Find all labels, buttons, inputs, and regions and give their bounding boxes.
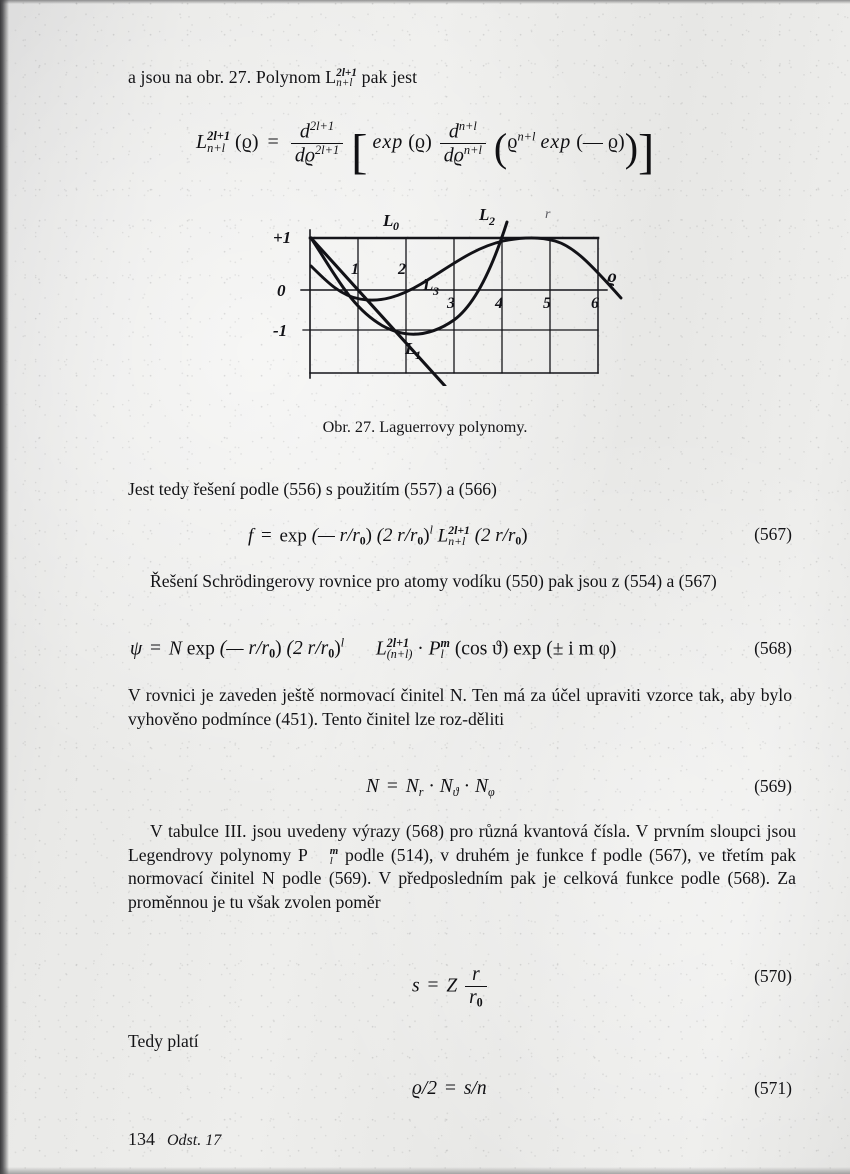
- formula-laguerre-definition: [196, 120, 654, 180]
- eq570-s: s: [412, 975, 420, 997]
- eq569-Ntheta-sub: ϑ: [452, 784, 459, 799]
- eq570-denominator: $r_0$: [465, 986, 487, 1010]
- paragraph-tedy-plati-text: Tedy platí: [128, 1031, 199, 1051]
- curve-label-L2-subscript: 2: [489, 214, 495, 228]
- intro-line: [128, 66, 748, 90]
- eq569-N: N: [366, 776, 380, 797]
- eq569-dot-2: ·: [463, 776, 471, 797]
- eq567-arg2: (2 $r/r_0)^l$: [376, 524, 433, 548]
- eq567-L: L: [437, 525, 449, 547]
- eq568-P-indices: m l: [440, 635, 450, 662]
- x-tick-label-4: 4: [495, 295, 503, 312]
- bracket-open: [: [351, 123, 368, 179]
- fraction-1-denominator: $dϱ^{2l+1}$: [291, 143, 343, 167]
- intro-line-text: a jsou na obr. 27. Polynom L: [128, 67, 337, 87]
- eq567-L-indices: 2l+1 n+l: [448, 523, 470, 548]
- paragraph-normovaci-cinitel: [128, 684, 792, 731]
- laguerre-plot-svg: [255, 196, 625, 386]
- bracket-close: ]: [638, 123, 655, 179]
- figure-27-caption: Obr. 27. Laguerrovy polynomy.: [322, 418, 528, 436]
- formula-lhs-indices: 2l+1 n+l: [207, 129, 231, 155]
- figure-27-laguerre-plot: [255, 196, 625, 386]
- fraction-2-denominator: $dϱ^{n+l}$: [440, 143, 486, 167]
- eq568-exp: exp: [186, 638, 215, 660]
- eq569-Ntheta: N: [439, 776, 453, 797]
- eq569-dot-1: ·: [428, 776, 435, 797]
- x-axis-symbol-rho: ϱ: [607, 266, 617, 286]
- curve-label-L0: L: [383, 211, 394, 230]
- x-tick-label-5: 5: [543, 295, 551, 312]
- formula-rho: ϱ: [507, 131, 518, 154]
- eq570-numerator: r: [472, 964, 480, 985]
- eq569-Nphi: N: [474, 776, 488, 797]
- eq570-equals: =: [427, 975, 439, 997]
- eq569-equals: =: [386, 776, 398, 797]
- paragraph-tedy-plati: [128, 1030, 528, 1054]
- eq569-Nr: N: [405, 776, 419, 797]
- eq568-P: P: [428, 638, 441, 660]
- equation-number-570: (570): [754, 966, 792, 986]
- equation-number-568: (568): [754, 638, 792, 658]
- eq571-equals: =: [444, 1078, 456, 1099]
- eq569-Nr-sub: r: [418, 784, 424, 799]
- eq568-arg3: (± i m φ): [546, 638, 617, 660]
- equation-569: [366, 776, 495, 800]
- eq567-exp: exp: [279, 525, 307, 547]
- equation-571: [412, 1078, 487, 1100]
- page-number: 134: [128, 1129, 155, 1149]
- curve-label-L3-subscript: 3: [433, 284, 439, 298]
- curve-L1-linear: [311, 238, 445, 386]
- fraction-2-numerator: $d^{n+l}$: [448, 119, 477, 143]
- formula-exp-2-arg: (— ϱ): [576, 131, 625, 154]
- x-tick-label-1: 1: [351, 261, 359, 278]
- curve-label-L1: L: [405, 339, 416, 358]
- y-label-plus-one: +1: [273, 228, 292, 247]
- formula-equals: =: [267, 131, 279, 154]
- paragraph-tabulka-iii-text: [128, 820, 796, 914]
- stray-mark-r: r: [545, 207, 551, 222]
- paragraph-jest-tedy: [128, 478, 728, 502]
- formula-rho-exponent: n+l: [517, 129, 536, 144]
- y-label-zero: 0: [277, 281, 286, 300]
- eq568-L: L: [375, 638, 387, 660]
- x-tick-label-2: 2: [398, 261, 406, 278]
- paragraph-tabulka-iii-part1: V tabulce III. jsou uvedeny výrazy (568) pro různá kvantová čísla. V prvním sloupci jsou Legendrovy polynomy P: [128, 821, 796, 865]
- page-footer: [128, 1129, 221, 1150]
- eq568-equals: =: [150, 638, 161, 660]
- eq571-lhs: ϱ/2: [412, 1078, 438, 1099]
- formula-lhs-L: L: [196, 131, 208, 154]
- x-tick-label-6: 6: [591, 295, 599, 312]
- equation-570: [412, 964, 490, 1010]
- eq567-equals: =: [261, 525, 272, 547]
- y-label-minus-one: -1: [273, 321, 288, 340]
- paragraph-tabulka-iii-part2: podle (514), v druhém je funkce f podle (567), ve třetím pak normovací činitel N podle (569). V předposledním pak je celková funkce podle (568). Za proměnnou je tu však zvolen poměr: [128, 844, 796, 912]
- equation-number-569: (569): [754, 776, 792, 796]
- formula-derivative-fraction-1: [291, 120, 343, 167]
- paragraph-normovaci-cinitel-text: V rovnici je zaveden ještě normovací činitel N. Ten má za účel upraviti vzorce tak, aby bylo vyhověno podmínce (451). Tento činitel lze roz-děliti: [128, 685, 792, 729]
- equation-number-571: (571): [754, 1078, 792, 1098]
- section-label: Odst. 17: [167, 1132, 222, 1149]
- eq568-N: N: [168, 638, 182, 660]
- eq568-cos: (cos ϑ): [454, 638, 509, 660]
- eq568-L-indices: 2l+1 (n+l): [386, 635, 413, 662]
- eq567-arg3: (2 $r/r_0$): [474, 525, 528, 548]
- formula-exp-1-arg: (ϱ): [408, 131, 432, 154]
- intro-line-L-indices: 2l+1 n+l: [336, 67, 358, 90]
- paragraph-tabulka-iii: [128, 820, 796, 914]
- equation-567: [248, 524, 528, 549]
- fraction-1-numerator: $d^{2l+1}$: [299, 119, 335, 143]
- eq567-arg1: (— $r/r_0$): [311, 525, 372, 548]
- paragraph-reseni-schrodinger-text: Řešení Schrödingerovy rovnice pro atomy vodíku (550) pak jsou z (554) a (567): [150, 571, 717, 591]
- paragraph-P-indices: m l: [329, 844, 339, 867]
- formula-exp-2: exp: [540, 131, 572, 154]
- paragraph-jest-tedy-text: Jest tedy řešení podle (556) s použitím (557) a (566): [128, 479, 497, 499]
- intro-line-tail: pak jest: [361, 67, 418, 87]
- formula-exp-1: exp: [372, 131, 404, 154]
- eq568-psi: ψ: [130, 638, 143, 660]
- paren-open: (: [493, 124, 508, 170]
- paragraph-reseni-schrodinger: [128, 570, 790, 594]
- equation-568: [130, 636, 616, 662]
- eq568-arg2: (2 $r/r_0)^l$: [286, 636, 345, 662]
- curve-label-L1-subscript: 1: [415, 348, 421, 362]
- eq568-exp2: exp: [513, 638, 542, 660]
- paren-close: ): [624, 124, 639, 170]
- x-tick-label-3: 3: [447, 295, 455, 312]
- eq569-Nphi-sub: φ: [487, 784, 495, 799]
- eq568-arg1: (— $r/r_0$): [219, 638, 282, 662]
- curve-label-L0-subscript: 0: [393, 219, 399, 233]
- equation-number-567: (567): [754, 524, 792, 544]
- eq568-dot: ·: [417, 638, 424, 660]
- curve-label-L2: L: [479, 205, 490, 224]
- formula-derivative-fraction-2: [440, 120, 486, 167]
- eq571-rhs: s/n: [463, 1078, 487, 1099]
- eq567-f: f: [248, 525, 254, 547]
- eq570-Z: Z: [446, 975, 458, 997]
- formula-lhs-arg: (ϱ): [235, 131, 259, 154]
- curve-label-L3: L: [423, 275, 434, 294]
- eq570-fraction: [465, 964, 487, 1010]
